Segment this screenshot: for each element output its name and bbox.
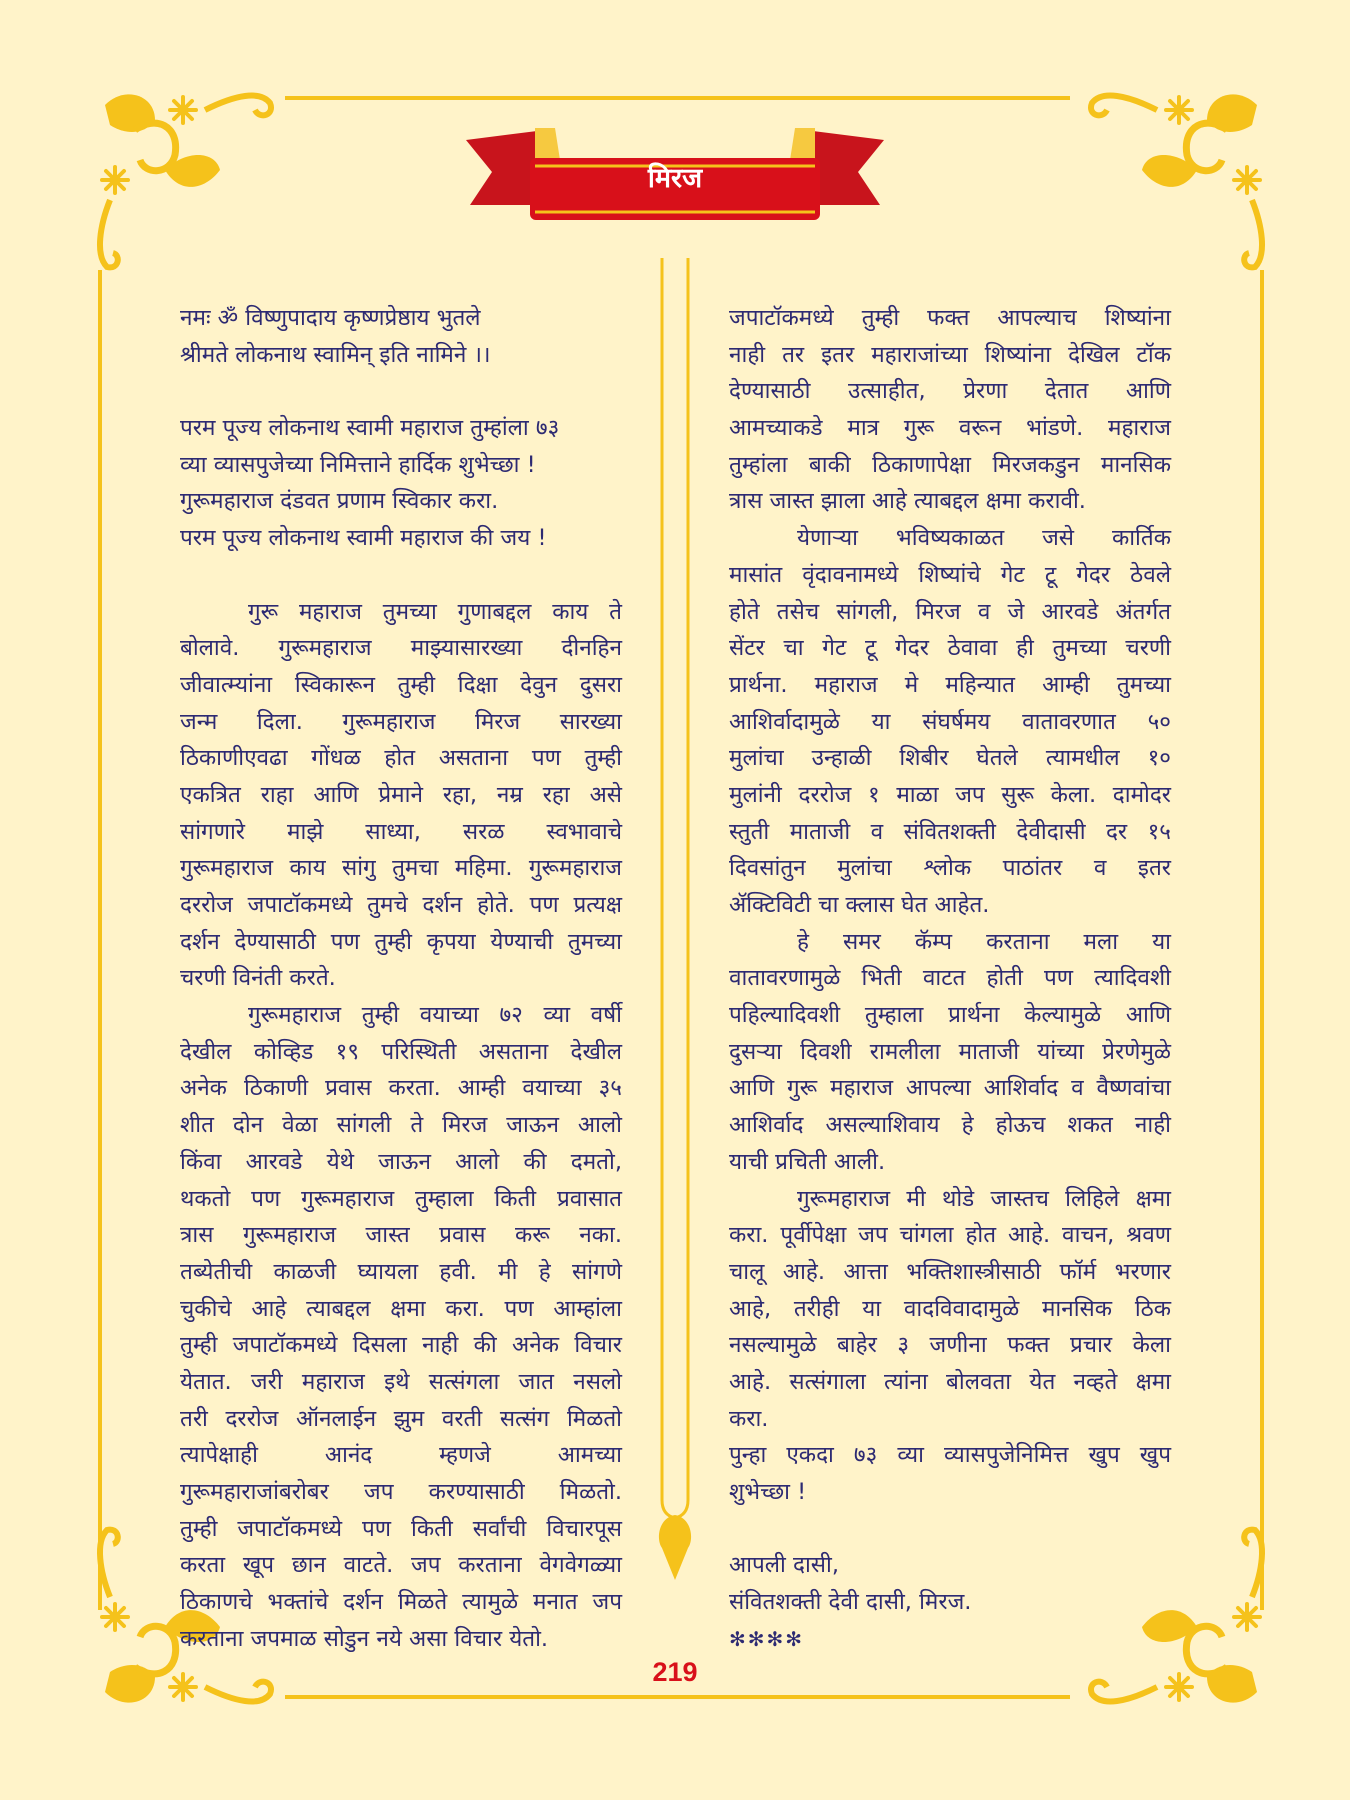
text-line: स्तुती माताजी व संवितशक्ती देवीदासी दर १५	[729, 818, 1171, 845]
text-line: गुरू महाराज तुमच्या गुणाबद्दल काय ते	[248, 598, 622, 625]
paragraph-spacer	[180, 557, 622, 594]
paragraph-spacer	[180, 373, 622, 410]
paragraph-spacer	[729, 1511, 1171, 1548]
corner-ornament-top-right	[1091, 94, 1262, 267]
text-line: ठिकाणचे भक्तांचे दर्शन मिळते त्यामुळे मनात जप	[180, 1589, 622, 1616]
text-line: आपली दासी,	[729, 1552, 839, 1579]
text-line: गुरूमहाराज तुम्ही वयाच्या ७२ व्या वर्षी	[248, 1002, 622, 1029]
paragraph	[180, 410, 622, 557]
text-line: ✻✻✻✻	[729, 1626, 805, 1651]
text-line: गुरूमहाराज मी थोडे जास्तच लिहिले क्षमा	[797, 1185, 1171, 1212]
paragraph	[729, 520, 1171, 924]
text-line: चुकीचे आहे त्याबद्दल क्षमा करा. पण आम्हांला	[180, 1295, 622, 1322]
text-line: होते तसेच सांगली, मिरज व जे आरवडे अंतर्गत	[729, 598, 1171, 625]
text-line: व्या व्यासपुजेच्या निमित्ताने हार्दिक शुभेच्छा !	[180, 451, 536, 478]
text-line: मुलांचा उन्हाळी शिबीर घेतले त्यामधील १०	[729, 745, 1171, 772]
right-column	[729, 300, 1171, 1657]
text-line: आणि गुरू महाराज आपल्या आशिर्वाद व वैष्णवांचा	[729, 1075, 1171, 1102]
text-line: अनेक ठिकाणी प्रवास करता. आम्ही वयाच्या ३५	[180, 1075, 622, 1102]
text-line: तुम्हांला बाकी ठिकाणापेक्षा मिरजकडुन मानसिक	[729, 451, 1171, 478]
text-line: गुरूमहाराजांबरोबर जप करण्यासाठी मिळतो.	[180, 1479, 622, 1505]
text-line: पुन्हा एकदा ७३ व्या व्यासपुजेनिमित्त खुप खुप	[729, 1442, 1171, 1469]
text-line: आमच्याकडे मात्र गुरू वरून भांडणे. महाराज	[729, 415, 1171, 442]
text-line: जीवात्म्यांना स्विकारून तुम्ही दिक्षा देवुन दुसरा	[180, 671, 622, 698]
text-line: तुम्ही जपाटॉकमध्ये दिसला नाही की अनेक विचार	[180, 1332, 622, 1359]
text-line: देखील कोव्हिड १९ परिस्थिती असताना देखील	[180, 1038, 622, 1065]
divider-drop	[659, 1515, 691, 1580]
text-line: त्यापेक्षाही आनंद म्हणजे आमच्या	[180, 1442, 622, 1469]
text-line: ॲक्टिविटी चा क्लास घेत आहेत.	[729, 892, 990, 918]
text-line: हे समर कॅम्प करताना मला या	[797, 928, 1171, 955]
text-line: परम पूज्य लोकनाथ स्वामी महाराज तुम्हांला ७३	[180, 415, 560, 442]
text-line: दिवसांतुन मुलांचा श्लोक पाठांतर व इतर	[729, 855, 1171, 882]
text-line: देण्यासाठी उत्साहीत, प्रेरणा देतात आणि	[729, 378, 1171, 405]
text-line: शुभेच्छा !	[729, 1479, 807, 1505]
text-line: परम पूज्य लोकनाथ स्वामी महाराज की जय !	[180, 525, 547, 552]
corner-ornament-top-left	[100, 94, 271, 267]
text-line: एकत्रित राहा आणि प्रेमाने रहा, नम्र रहा असे	[180, 781, 622, 808]
paragraph	[180, 594, 622, 998]
paragraph	[180, 997, 622, 1657]
text-line: याची प्रचिती आली.	[729, 1148, 886, 1175]
end-ornament-stars	[729, 1621, 1171, 1658]
left-column	[180, 300, 622, 1657]
center-divider	[662, 258, 688, 1518]
text-line: त्रास जास्त झाला आहे त्याबद्दल क्षमा करावी.	[729, 488, 1086, 515]
text-line: गुरूमहाराज दंडवत प्रणाम स्विकार करा.	[180, 488, 499, 515]
text-line: आहे. सत्संगाला त्यांना बोलवता येत नव्हते क्षमा	[729, 1368, 1171, 1395]
text-line: थकतो पण गुरूमहाराज तुम्हाला किती प्रवासात	[180, 1185, 622, 1212]
text-line: जपाटॉकमध्ये तुम्ही फक्त आपल्याच शिष्यांना	[729, 305, 1171, 331]
text-line: करा.	[729, 1405, 769, 1432]
text-line: चरणी विनंती करते.	[180, 965, 336, 992]
text-line: संवितशक्ती देवी दासी, मिरज.	[729, 1589, 972, 1616]
text-line: प्रार्थना. महाराज मे महिन्यात आम्ही तुमच्या	[729, 671, 1171, 698]
text-line: बोलावे. गुरूमहाराज माझ्यासारख्या दीनहिन	[180, 635, 622, 662]
text-line: तब्येतीची काळजी घ्यायला हवी. मी हे सांगणे	[180, 1258, 622, 1285]
text-line: तरी दररोज ऑनलाईन झुम वरती सत्संग मिळतो	[180, 1405, 622, 1432]
text-line: मुलांनी दररोज १ माळा जप सुरू केला. दामोदर	[729, 781, 1171, 808]
text-line: चालू आहे. आत्ता भक्तिशास्त्रीसाठी फॉर्म भरणार	[729, 1258, 1171, 1285]
text-line: किंवा आरवडे येथे जाऊन आलो की दमतो,	[180, 1148, 622, 1175]
text-line: दर्शन देण्यासाठी पण तुम्ही कृपया येण्याची तुमच्या	[180, 928, 622, 955]
text-line: मासांत वृंदावनामध्ये शिष्यांचे गेट टू गेदर ठेवले	[729, 561, 1171, 588]
text-line: जन्म दिला. गुरूमहाराज मिरज सारख्या	[180, 708, 622, 735]
paragraph	[180, 300, 622, 373]
text-line: सांगणारे माझे साध्या, सरळ स्वभावाचे	[180, 818, 622, 845]
paragraph	[729, 924, 1171, 1181]
text-line: आशिर्वादामुळे या संघर्षमय वातावरणात ५०	[729, 708, 1171, 735]
paragraph	[729, 1181, 1171, 1438]
text-line: वातावरणामुळे भिती वाटत होती पण त्यादिवशी	[729, 965, 1171, 992]
text-line: दुसऱ्या दिवशी रामलीला माताजी यांच्या प्रेरणेमुळे	[729, 1038, 1171, 1065]
paragraph	[729, 1547, 1171, 1620]
text-line: नसल्यामुळे बाहेर ३ जणीना फक्त प्रचार केला	[729, 1332, 1171, 1359]
page-title: मिरज	[647, 163, 703, 194]
text-line: शीत दोन वेळा सांगली ते मिरज जाऊन आलो	[180, 1112, 622, 1139]
text-line: गुरूमहाराज काय सांगु तुमचा महिमा. गुरूमहाराज	[180, 855, 622, 882]
text-line: करताना जपमाळ सोडुन नये असा विचार येतो.	[180, 1625, 549, 1652]
text-line: करा. पूर्वीपेक्षा जप चांगला होत आहे. वाचन, श्रवण	[729, 1222, 1171, 1249]
text-line: श्रीमते लोकनाथ स्वामिन् इति नामिने ।।	[180, 341, 491, 368]
text-line: ठिकाणीएवढा गोंधळ होत असताना पण तुम्ही	[180, 745, 622, 772]
text-line: नमः ॐ विष्णुपादाय कृष्णप्रेष्ठाय भुतले	[180, 305, 481, 331]
text-line: आहे, तरीही या वादविवादामुळे मानसिक ठिक	[729, 1295, 1171, 1322]
text-line: करता खूप छान वाटते. जप करताना वेगवेगळ्या	[180, 1552, 622, 1579]
paragraph	[729, 1437, 1171, 1510]
text-line: त्रास गुरूमहाराज जास्त प्रवास करू नका.	[180, 1222, 622, 1249]
text-line: येणाऱ्या भविष्यकाळत जसे कार्तिक	[797, 525, 1171, 552]
paragraph	[729, 300, 1171, 520]
text-line: येतात. जरी महाराज इथे सत्संगला जात नसलो	[180, 1368, 622, 1395]
page-number: 219	[652, 1657, 698, 1687]
text-line: सेंटर चा गेट टू गेदर ठेवावा ही तुमच्या चरणी	[729, 635, 1171, 662]
text-line: नाही तर इतर महाराजांच्या शिष्यांना देखिल टॉक	[729, 341, 1171, 368]
text-line: तुम्ही जपाटॉकमध्ये पण किती सर्वांची विचारपूस	[180, 1515, 622, 1542]
text-line: आशिर्वाद असल्याशिवाय हे होऊच शकत नाही	[729, 1112, 1171, 1139]
text-line: दररोज जपाटॉकमध्ये तुमचे दर्शन होते. पण प्रत्यक्ष	[180, 892, 622, 918]
text-line: पहिल्यादिवशी तुम्हाला प्रार्थना केल्यामुळे आणि	[729, 1002, 1171, 1029]
